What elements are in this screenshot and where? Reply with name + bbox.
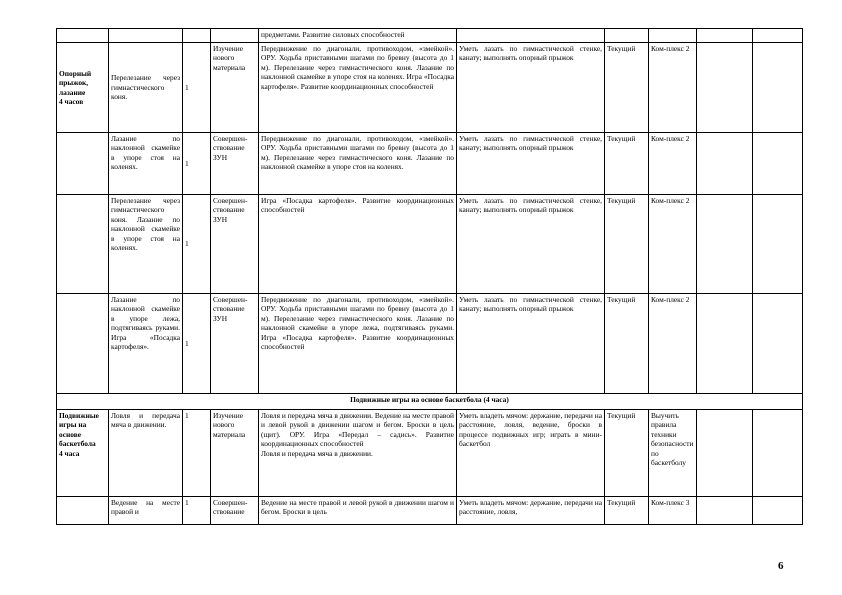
content-cell: Передвижение по диагонали, противоходом, «змейкой». ОРУ. Ходьба приставными шагами по бревну (высота до 1 м). Перелезание через гимнастического коня. Лазание по наклонной скамейке в упоре стоя на коленях.	[259, 133, 457, 195]
control-cell: Текущий	[605, 195, 649, 294]
table-row	[57, 29, 803, 43]
section-cell: Подвижные игры на основе баскетбола 4 часа	[57, 410, 109, 497]
hours-cell: 1	[183, 410, 211, 497]
table-row	[57, 43, 803, 133]
empty-cell	[697, 410, 753, 497]
topic-cell: Перелезание через гимнастического коня.	[109, 43, 183, 133]
control-cell: Текущий	[605, 294, 649, 394]
hours-cell	[183, 29, 211, 43]
control-cell	[605, 29, 649, 43]
homework-cell: Ком-плекс 2	[649, 43, 697, 133]
section-cell	[57, 294, 109, 394]
page-number: 6	[778, 560, 784, 572]
content-cell: Ловля и передача мяча в движении. Ведение на месте правой и левой рукой в движении шагом и бегом. Броски в цель (щит). ОРУ. Игра «Передал – садись». Развитие координационных способностей Ловля и передача мяча в движении.	[259, 410, 457, 497]
control-cell: Текущий	[605, 133, 649, 195]
section-header-row	[57, 394, 803, 410]
control-cell: Текущий	[605, 497, 649, 525]
empty-cell	[753, 43, 803, 133]
lesson-type-cell: Совершен-ствование ЗУН	[211, 195, 259, 294]
lesson-type-cell: Совершен-ствование ЗУН	[211, 133, 259, 195]
lesson-type-cell: Совершен-ствование ЗУН	[211, 294, 259, 394]
empty-cell	[753, 497, 803, 525]
topic-cell: Ведение на месте правой и	[109, 497, 183, 525]
homework-cell	[649, 29, 697, 43]
content-cell: Игра «Посадка картофеля». Развитие координационных способностей	[259, 195, 457, 294]
hours-cell: 1	[183, 497, 211, 525]
topic-cell: Ловля и передача мяча в движении.	[109, 410, 183, 497]
topic-cell: Перелезание через гимнастического коня. Лазание по наклонной скамейке в упоре стоя на коленях.	[109, 195, 183, 294]
lesson-type-cell: Изучение нового материала	[211, 43, 259, 133]
empty-cell	[697, 497, 753, 525]
empty-cell	[697, 195, 753, 294]
topic-cell	[109, 29, 183, 43]
empty-cell	[753, 410, 803, 497]
section-cell	[57, 195, 109, 294]
section-title: Подвижные игры на основе баскетбола (4 часа)	[57, 394, 803, 410]
requirements-cell	[457, 29, 605, 43]
empty-cell	[753, 294, 803, 394]
requirements-cell: Уметь владеть мячом: держание, передачи на расстояние, ловля,	[457, 497, 605, 525]
lesson-plan-table	[56, 28, 803, 525]
requirements-cell: Уметь лазать по гимнастической стенке, канату; выполнять опорный прыжок	[457, 43, 605, 133]
content-cell: Ведение на месте правой и левой рукой в движении шагом и бегом. Броски в цель	[259, 497, 457, 525]
table-row	[57, 133, 803, 195]
empty-cell	[697, 294, 753, 394]
requirements-cell: Уметь лазать по гимнастической стенке, канату; выполнять опорный прыжок	[457, 195, 605, 294]
control-cell: Текущий	[605, 43, 649, 133]
content-cell: Передвижение по диагонали, противоходом, «змейкой». ОРУ. Ходьба приставными шагами по бревну (высота до 1 м). Перелезание через гимнастического коня. Лазание по наклонной скамейке в упоре стоя на коленях. Игра «Посадка картофеля». Развитие координационных способностей	[259, 43, 457, 133]
hours-cell: 1	[183, 294, 211, 394]
topic-cell: Лазание по наклонной скамейке в упоре стоя на коленях.	[109, 133, 183, 195]
hours-cell: 1	[183, 195, 211, 294]
content-cell: Передвижение по диагонали, противоходом, «змейкой». ОРУ. Ходьба приставными шагами по бревну (высота до 1 м). Перелезание через гимнастического коня. Лазание по наклонной скамейке в упоре лежа, подтягиваясь руками. Игра «Посадка картофеля». Развитие координационных способностей	[259, 294, 457, 394]
requirements-cell: Уметь лазать по гимнастической стенке, канату; выполнять опорный прыжок	[457, 294, 605, 394]
section-cell: Опорный прыжок, лазание 4 часов	[57, 43, 109, 133]
control-cell: Текущий	[605, 410, 649, 497]
lesson-type-cell	[211, 29, 259, 43]
lesson-type-cell: Изучение нового материала	[211, 410, 259, 497]
section-cell	[57, 497, 109, 525]
section-cell	[57, 133, 109, 195]
lesson-type-cell: Совершен-ствование	[211, 497, 259, 525]
homework-cell: Ком-плекс 2	[649, 133, 697, 195]
topic-cell: Лазание по наклонной скамейке в упоре лежа, подтягиваясь руками. Игра «Посадка картофеля».	[109, 294, 183, 394]
section-cell	[57, 29, 109, 43]
hours-cell: 1	[183, 133, 211, 195]
empty-cell	[697, 133, 753, 195]
empty-cell	[753, 29, 803, 43]
requirements-cell: Уметь владеть мячом: держание, передачи на расстояние, ловля, ведение, броски в процессе подвижных игр; играть в мини-баскетбол	[457, 410, 605, 497]
homework-cell: Ком-плекс 2	[649, 294, 697, 394]
homework-cell: Ком-плекс 2	[649, 195, 697, 294]
table-row	[57, 497, 803, 525]
content-cell: предметами. Развитие силовых способностей	[259, 29, 457, 43]
empty-cell	[697, 29, 753, 43]
empty-cell	[697, 43, 753, 133]
empty-cell	[753, 195, 803, 294]
homework-cell: Выучить правила техники безопасности по баскетболу	[649, 410, 697, 497]
requirements-cell: Уметь лазать по гимнастической стенке, канату; выполнять опорный прыжок	[457, 133, 605, 195]
homework-cell: Ком-плекс 3	[649, 497, 697, 525]
empty-cell	[753, 133, 803, 195]
table-row	[57, 294, 803, 394]
hours-cell: 1	[183, 43, 211, 133]
table-row	[57, 195, 803, 294]
table-row	[57, 410, 803, 497]
